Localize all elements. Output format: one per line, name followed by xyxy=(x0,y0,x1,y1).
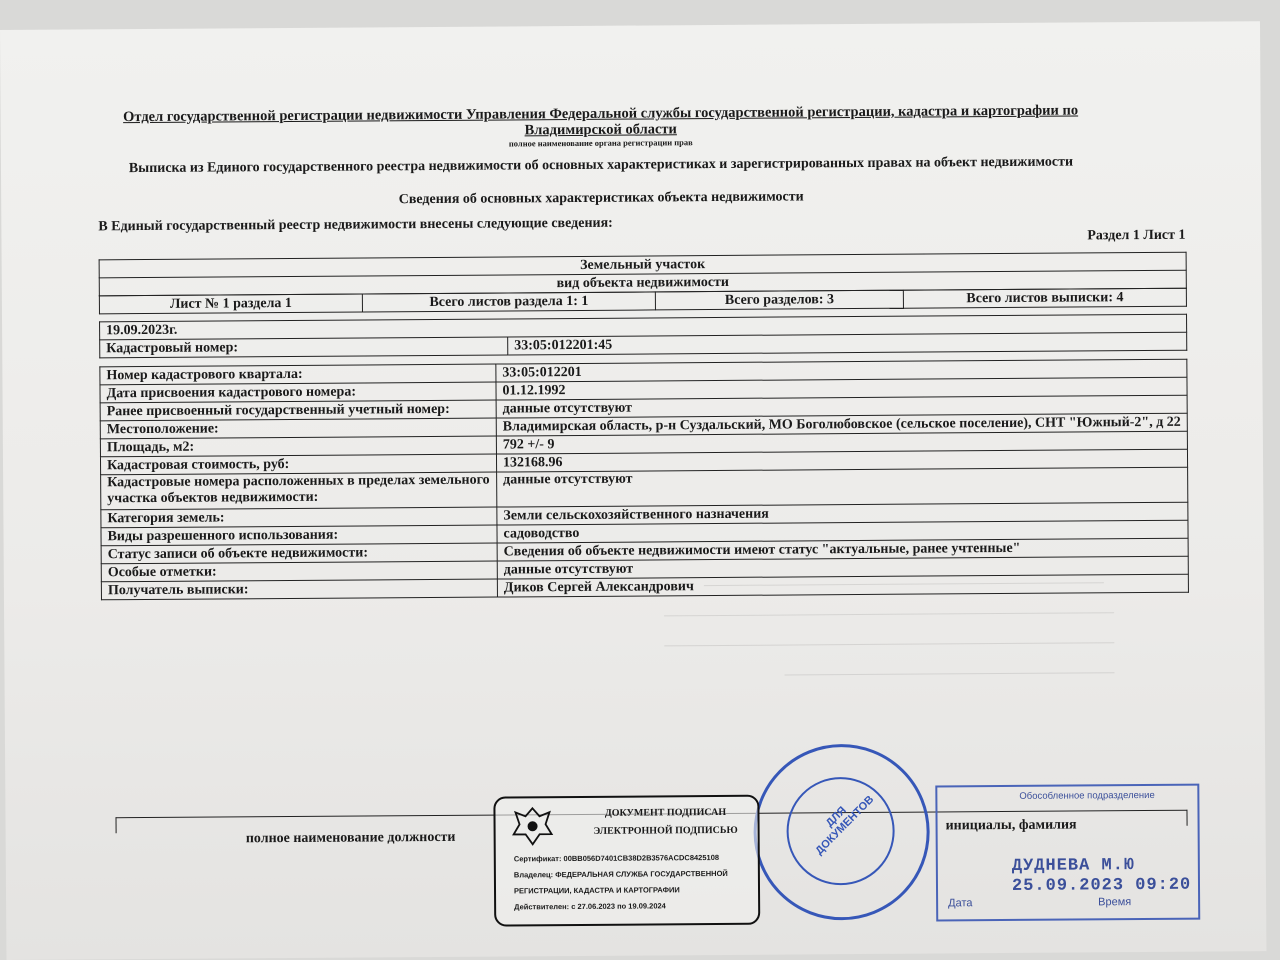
round-stamp xyxy=(753,744,930,921)
row-label: Статус записи об объекте недвижимости: xyxy=(101,543,497,564)
coat-of-arms-icon xyxy=(509,804,555,848)
ecp-title-2: ЭЛЕКТРОННОЙ ПОДПИСЬЮ xyxy=(593,824,738,837)
ecp-owner-2: РЕГИСТРАЦИИ, КАДАСТРА И КАРТОГРАФИИ xyxy=(513,885,680,896)
row-value: 132168.96 xyxy=(496,449,1187,472)
info-title: Сведения об основных характеристиках объекта недвижимости xyxy=(398,189,804,208)
cadastral-table xyxy=(99,314,1187,359)
section-label: Раздел 1 Лист 1 xyxy=(1087,227,1186,244)
stamp-time-label: Время xyxy=(1098,896,1132,909)
row-value: 33:05:012201 xyxy=(496,359,1187,382)
position-caption: полное наименование должности xyxy=(245,829,456,847)
row-value: садоводство xyxy=(497,520,1188,543)
row-value: данные отсутствуют xyxy=(497,556,1188,579)
stamp-date-time: 25.09.2023 09:20 xyxy=(1011,875,1192,896)
row-value: 01.12.1992 xyxy=(496,377,1187,400)
row-label: Ранее присвоенный государственный учетный номер: xyxy=(100,400,496,421)
extract-date: 19.09.2023г. xyxy=(100,314,1187,340)
row-value: Диков Сергей Александрович xyxy=(497,574,1188,597)
document-sheet xyxy=(0,21,1266,960)
registration-stamp xyxy=(935,784,1200,922)
sheet-of-section: Лист № 1 раздела 1 xyxy=(99,294,362,314)
entered-text: В Единый государственный реестр недвижимости внесены следующие сведения: xyxy=(98,215,613,235)
initials-caption: инициалы, фамилия xyxy=(945,817,1077,834)
extract-title: Выписка из Единого государственного реестра недвижимости об основных характеристиках и зарегистрированных правах на объект недвижимости xyxy=(128,154,1074,177)
ecp-validity: Действителен: с 27.06.2023 по 19.09.2024 xyxy=(514,901,666,912)
row-label: Кадастровые номера расположенных в пределах земельного участка объектов недвижимости: xyxy=(101,472,497,510)
organization-name: Отдел государственной регистрации недвижимости Управления Федеральной службы государственной регистрации, кадастра и картографии по Владимирской области xyxy=(123,102,1079,139)
organization-caption: полное наименование органа регистрации прав xyxy=(508,137,693,149)
stamp-date-label: Дата xyxy=(948,897,973,910)
row-label: Номер кадастрового квартала: xyxy=(100,364,496,385)
row-label: Получатель выписки: xyxy=(101,579,497,600)
row-value: Земли сельскохозяйственного назначения xyxy=(497,502,1188,525)
cadastral-number-value: 33:05:012201:45 xyxy=(508,332,1187,355)
object-type-caption: вид объекта недвижимости xyxy=(99,270,1186,296)
row-label: Кадастровая стоимость, руб: xyxy=(100,454,496,475)
row-label: Категория земель: xyxy=(101,507,497,528)
row-value: данные отсутствуют xyxy=(497,467,1188,507)
round-stamp-text: ДЛЯ ДОКУМЕНТОВ xyxy=(813,793,877,858)
row-label: Дата присвоения кадастрового номера: xyxy=(100,382,496,403)
characteristics-table xyxy=(99,359,1189,601)
ecp-owner-1: Владелец: ФЕДЕРАЛЬНАЯ СЛУЖБА ГОСУДАРСТВЕННОЙ xyxy=(513,868,728,880)
total-extract-sheets: Всего листов выписки: 4 xyxy=(903,288,1186,308)
total-section-sheets: Всего листов раздела 1: 1 xyxy=(362,292,655,312)
electronic-signature-block xyxy=(493,795,760,927)
ecp-title-1: ДОКУМЕНТ ПОДПИСАН xyxy=(604,806,727,819)
row-value: Владимирская область, р-н Суздальский, МО Боголюбовское (сельское поселение), СНТ "Южный-2", д 22 xyxy=(496,413,1187,436)
row-value: 792 +/- 9 xyxy=(496,431,1187,454)
cadastral-number-label: Кадастровый номер: xyxy=(100,337,508,358)
row-label: Местоположение: xyxy=(100,418,496,439)
row-value: Сведения об объекте недвижимости имеют статус "актуальные, ранее учтенные" xyxy=(497,538,1188,561)
object-type: Земельный участок xyxy=(99,252,1186,278)
total-sections: Всего разделов: 3 xyxy=(655,290,903,310)
stamp-name: ДУДНЕВА М.Ю xyxy=(1011,856,1136,876)
row-label: Особые отметки: xyxy=(101,561,497,582)
stamp-department: Обособленное подразделение xyxy=(1019,789,1155,802)
row-value: данные отсутствуют xyxy=(496,395,1187,418)
row-label: Площадь, м2: xyxy=(100,436,496,457)
row-label: Виды разрешенного использования: xyxy=(101,525,497,546)
ecp-certificate: Сертификат: 00BB056D7401CB38D2B3576ACDC8425108 xyxy=(513,853,720,864)
